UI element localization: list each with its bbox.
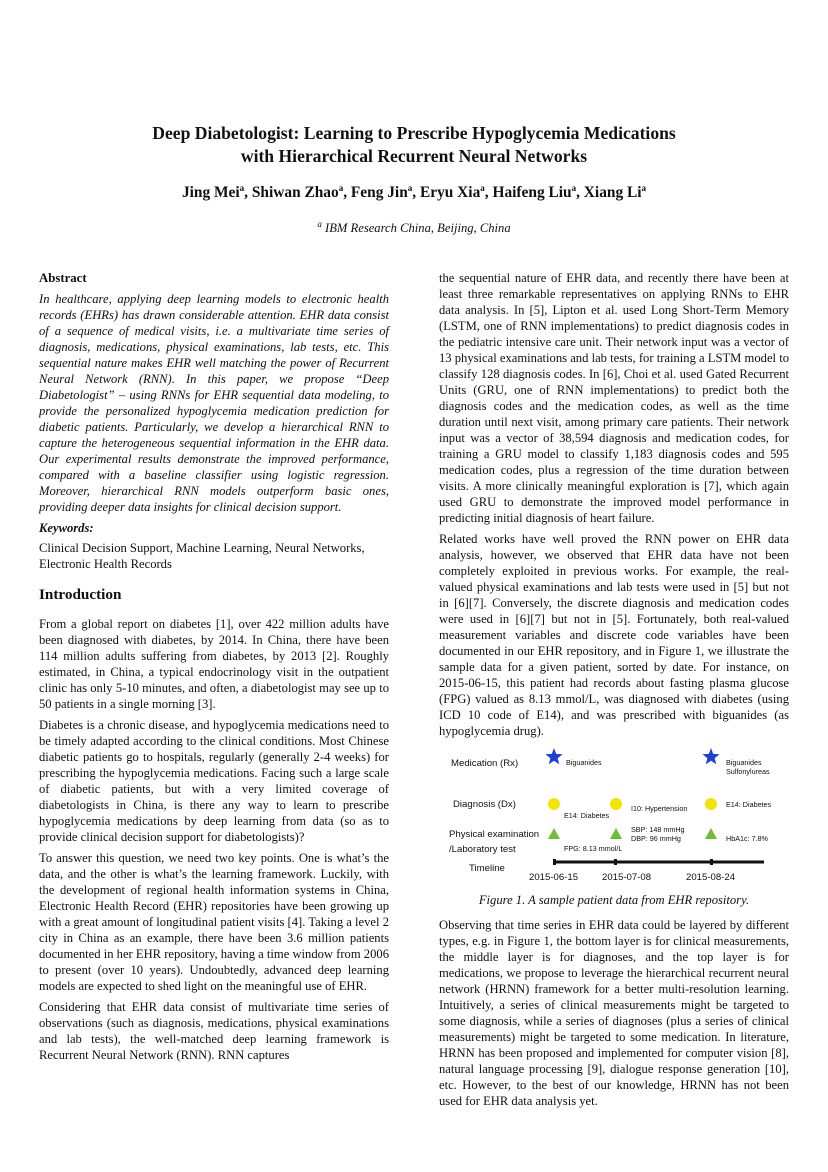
event-lab-2 — [631, 825, 685, 843]
circle-icon — [548, 798, 560, 810]
author-affiliation-marker: a — [641, 183, 647, 193]
timeline-tick — [614, 859, 617, 865]
figure-1 — [439, 744, 789, 884]
row-label-diagnosis: Diagnosis (Dx) — [453, 799, 516, 810]
author-affiliation-marker: a — [338, 183, 344, 193]
right-column — [439, 270, 789, 1114]
event-lab-2-line2: DBP: 96 mmHg — [631, 834, 681, 843]
paper-title — [60, 122, 768, 168]
right-paragraph-3: Observing that time series in EHR data could be layered by different types, e.g. in Figure 1, the bottom layer is for clinical measurements, the middle layer is for diagnoses, and the top layer is for medications, we propose to leverage the hierarchical recurrent neural network (HRNN) framework for a better multi-resolution learning. Intuitively, a series of clinical measurements might be targeted to some diagnosis, while a series of diagnoses (plus a series of clinical measurements) might be targeted to some medication. In literature, HRNN has been proposed and implemented for computer vision [8], natural language processing [9], dialogue response generation [10], etc. However, to the best of our knowledge, HRNN has not been used for EHR data analysis yet. — [439, 918, 789, 1108]
author-name: Shiwan Zhao — [251, 184, 339, 202]
timeline-date-3: 2015-08-24 — [686, 872, 736, 883]
intro-paragraph-1: From a global report on diabetes [1], over 422 million adults have been diagnosed with diabetes, by 2014. In China, there have been 114 million adults suffering from diabetes, by 2013 [2]. Roughly estimated, in China, a typical endocrinology visit in the outpatient clinic has only 5-10 minutes, and often, a diabetologist may see up to 50 patients in a single morning [3]. — [39, 617, 389, 711]
author-affiliation-marker: a — [480, 183, 485, 193]
timeline-tick — [553, 859, 556, 865]
row-label-exam — [449, 827, 539, 857]
triangle-icon — [705, 828, 717, 839]
keywords-heading: Keywords: — [39, 521, 94, 535]
author-list: Jing Mei$^a$, Shiwan Zhao$^a$, Feng Jin$^a$, Eryu Xia$^a$, Haifeng Liu$^a$, Xiang Li$^a$ — [181, 183, 647, 202]
intro-paragraph-4: Considering that EHR data consist of multivariate time series of observations (such as diagnosis, medications, physical examinations and lab tests), the well-matched deep learning framework is Recurrent Neural Network (RNN). RNN captures — [39, 1000, 389, 1062]
timeline-tick — [710, 859, 713, 865]
author-name: Eryu Xia — [419, 184, 481, 202]
row-label-medication: Medication (Rx) — [451, 758, 519, 769]
affiliation — [40, 219, 788, 236]
affiliation-text: IBM Research China, Beijing, China — [321, 221, 511, 236]
author-name: Jing Mei — [181, 184, 240, 202]
event-dx-1: E14: Diabetes — [564, 811, 610, 820]
abstract-text: In healthcare, applying deep learning models to electronic health records (EHRs) has drawn considerable attention. EHR data consist of a sequence of medical visits, i.e. a multivariate time series of diagnosis, medications, physical examinations, lab tests, etc. This sequential nature makes EHR well matching the power of Recurrent Neural Network (RNN). In this paper, we propose “Deep Diabetologist” – using RNNs for EHR sequential data modeling, to provide the personalized hypoglycemia medication prediction for diabetic patients. Particularly, we develop a hierarchical RNN to capture the heterogeneous sequential information in the EHR data. Our experimental results demonstrate the improved performance, compared with a baseline classifier using logistic regression. Moreover, hierarchical RNN models outperform basic ones, providing deeper data insights for clinical decision support. — [39, 292, 389, 514]
event-lab-3: HbA1c: 7.8% — [726, 834, 768, 843]
author-name: Feng Jin — [350, 184, 408, 202]
figure-caption: Figure 1. A sample patient data from EHR repository. — [478, 893, 750, 907]
star-icon — [702, 748, 719, 764]
triangle-icon — [548, 828, 560, 839]
abstract-heading: Abstract — [39, 271, 87, 285]
author-name: Xiang Li — [583, 184, 642, 202]
timeline-date-1: 2015-06-15 — [529, 872, 579, 883]
row-label-timeline: Timeline — [469, 863, 505, 874]
event-med-3 — [726, 758, 770, 776]
author-affiliation-marker: a — [407, 183, 413, 193]
triangle-icon — [610, 828, 622, 839]
event-med-1: Biguanides — [566, 758, 602, 767]
intro-paragraph-3: To answer this question, we need two key points. One is what’s the data, and the other is what’s the learning framework. Luckily, with the development of regional health information systems in China, Electronic Health Record (EHR) repositories have been growing up with a great amount of longitudinal patient visits [4]. Taking a level 2 city in China as an example, there have been 3.6 million patients documented in her EHR repository, having a time window from 2006 to present (over 10 years). Undoubtedly, advanced deep learning models are expected to shed light on the meaningful use of EHR. — [39, 851, 389, 993]
event-dx-2: I10: Hypertension — [631, 804, 688, 813]
event-med-3-line1: Biguanides — [726, 758, 762, 767]
author-affiliation-marker: a — [239, 183, 245, 193]
event-med-3-line2: Sulfonylureas — [726, 767, 770, 776]
circle-icon — [610, 798, 622, 810]
circle-icon — [705, 798, 717, 810]
introduction-heading: Introduction — [39, 586, 122, 603]
row-label-exam-line2: /Laboratory test — [449, 844, 516, 855]
timeline-date-2: 2015-07-08 — [602, 872, 652, 883]
event-lab-1: FPG: 8.13 mmol/L — [564, 844, 623, 853]
event-dx-3: E14: Diabetes — [726, 800, 772, 809]
keywords-text: Clinical Decision Support, Machine Learning, Neural Networks, Electronic Health Records — [39, 541, 365, 571]
author-name: Haifeng Liu — [492, 184, 572, 202]
left-column — [39, 270, 389, 1068]
right-paragraph-2: Related works have well proved the RNN power on EHR data analysis, however, we observed that EHR data have not been completely exploited in previous works. For example, the real-valued physical examinations and lab tests were used in [5] but not in [6][7]. Conversely, the discrete diagnosis and medication codes were used in [6][7] but not in [5]. Fortunately, both real-valued measurement variables and discrete code variables have been documented in our EHR repository, and in Figure 1, we illustrate the sample data for a given patient, sorted by date. For instance, on 2015-06-15, this patient had records about fasting plasma glucose (FPG) valued as 8.13 mmol/L, was diagnosed with diabetes (using ICD 10 code of E14), and was prescribed with biguanides (as hypoglycemia drug). — [439, 532, 789, 738]
author-affiliation-marker: a — [571, 183, 577, 193]
right-paragraph-1: the sequential nature of EHR data, and recently there have been at least three remarkable representatives on applying RNNs to EHR data analysis. In [5], Lipton et al. used Long Short-Term Memory (LSTM, one of RNN implementations) to predict diagnosis codes in the pediatric intensive care unit. Their network input was a vector of 13 physical examinations and lab tests, for training a LSTM model to classify 128 diagnosis codes. In [6], Choi et al. used Gated Recurrent Units (GRU, one of RNN implementations) to predict both the diagnosis codes and the medication codes, as well as the time duration until next visit, among primary care patients. Their network input was a vector of 38,594 diagnosis and medication codes, for training a GRU model to classify 1,183 diagnosis codes and 595 medication codes, plus a regression of the time duration between visits. A more clinically meaningful exploration is [7], which again used GRU to demonstrate the improved model performance in predicting initial diagnosis of heart failure. — [439, 271, 789, 525]
title-line-2: with Hierarchical Recurrent Neural Networks — [240, 146, 588, 166]
row-label-exam-line1: Physical examination — [449, 829, 540, 840]
affiliation-marker: a — [317, 219, 322, 229]
star-icon — [545, 748, 562, 764]
title-line-1: Deep Diabetologist: Learning to Prescribe Hypoglycemia Medications — [152, 123, 676, 143]
event-lab-2-line1: SBP: 148 mmHg — [631, 825, 685, 834]
intro-paragraph-2: Diabetes is a chronic disease, and hypoglycemia medications need to be timely adapted according to the clinical conditions. Most Chinese diabetic patients go to hospitals, regularly (generally 2-4 weeks) for prescribing the hypoglycemia medications. Facing such a large scale of diabetic patients, but with a very limited coverage of diabetologists in China, is there any way to learn to prescribe hypoglycemia medications by deep learning from data (so as to provide clinical decision support for diabetologists)? — [39, 718, 389, 844]
